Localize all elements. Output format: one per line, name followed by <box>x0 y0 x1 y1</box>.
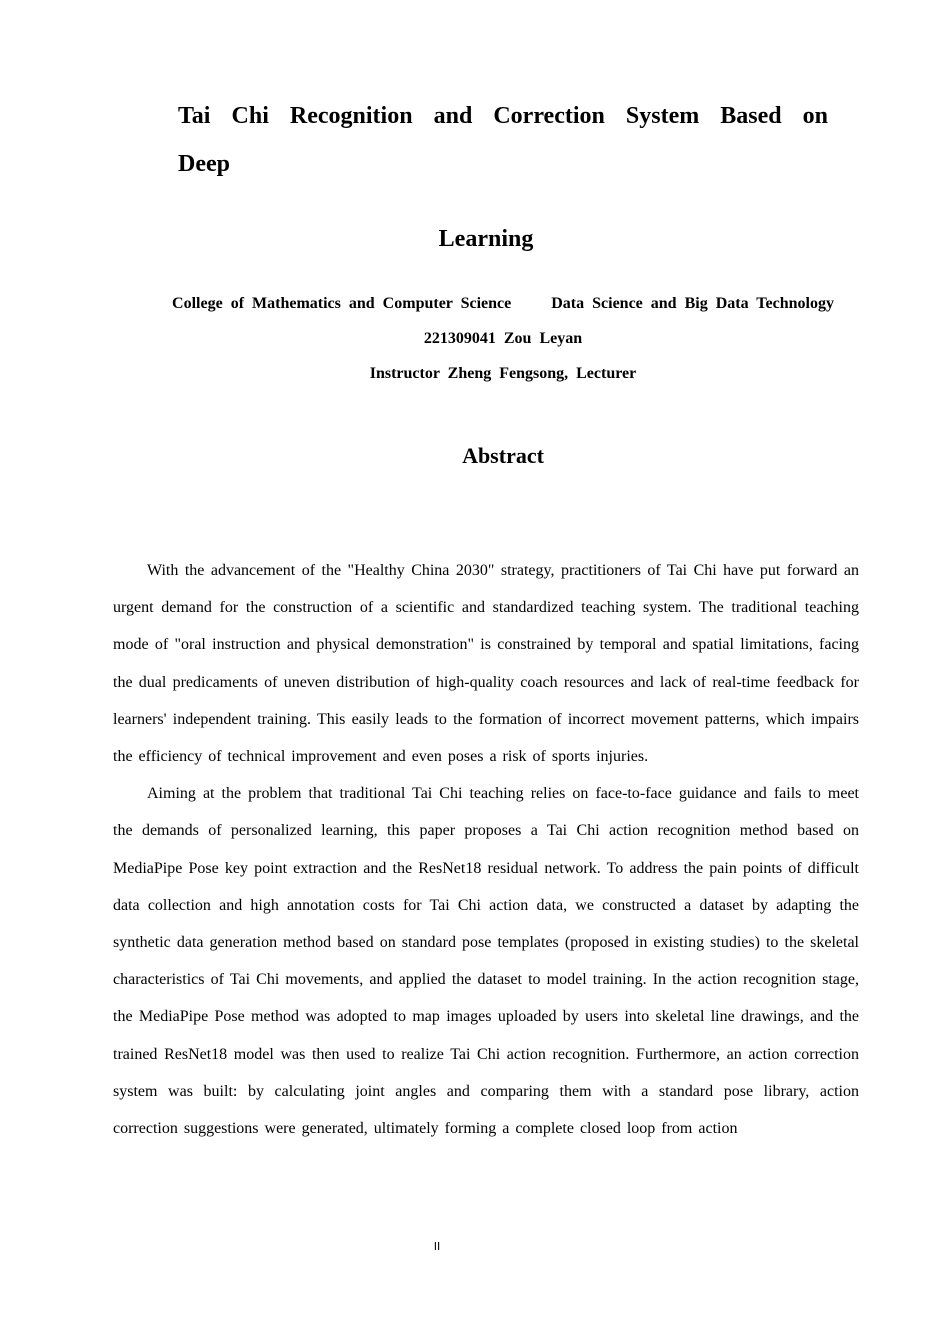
abstract-paragraph-1: With the advancement of the "Healthy China 2030" strategy, practitioners of Tai Chi have put forward an urgent demand for the construction of a scientific and standardized teaching system. The traditional teaching mode of "oral instruction and physical demonstration" is constrained by temporal and spatial limitations, facing the dual predicaments of uneven distribution of high-quality coach resources and lack of real-time feedback for learners' independent training. This easily leads to the formation of incorrect movement patterns, which impairs the efficiency of technical improvement and even poses a risk of sports injuries. <box>113 562 859 766</box>
title-line-1: Tai Chi Recognition and Correction System Based on Deep <box>178 103 828 177</box>
page-number: II <box>433 1240 441 1253</box>
student-id-name-line: 221309041 Zou Leyan <box>423 330 583 347</box>
title-line-2: Learning <box>438 226 534 252</box>
college-major-line: College of Mathematics and Computer Science Data Science and Big Data Technology <box>172 295 834 312</box>
abstract-heading: Abstract <box>462 443 544 468</box>
abstract-body <box>113 552 859 1147</box>
abstract-paragraph-2: Aiming at the problem that traditional Tai Chi teaching relies on face-to-face guidance and fails to meet the demands of personalized learning, this paper proposes a Tai Chi action recognition method based on MediaPipe Pose key point extraction and the ResNet18 residual network. To address the pain points of difficult data collection and high annotation costs for Tai Chi action data, we constructed a dataset by adapting the synthetic data generation method based on standard pose templates (proposed in existing studies) to the skeletal characteristics of Tai Chi movements, and applied the dataset to model training. In the action recognition stage, the MediaPipe Pose method was adopted to map images uploaded by users into skeletal line drawings, and the trained ResNet18 model was then used to realize Tai Chi action recognition. Furthermore, an action correction system was built: by calculating joint angles and comparing them with a standard pose library, action correction suggestions were generated, ultimately forming a complete closed loop from action <box>113 785 859 1138</box>
instructor-line: Instructor Zheng Fengsong, Lecturer <box>369 365 637 382</box>
paper-title <box>150 92 856 263</box>
